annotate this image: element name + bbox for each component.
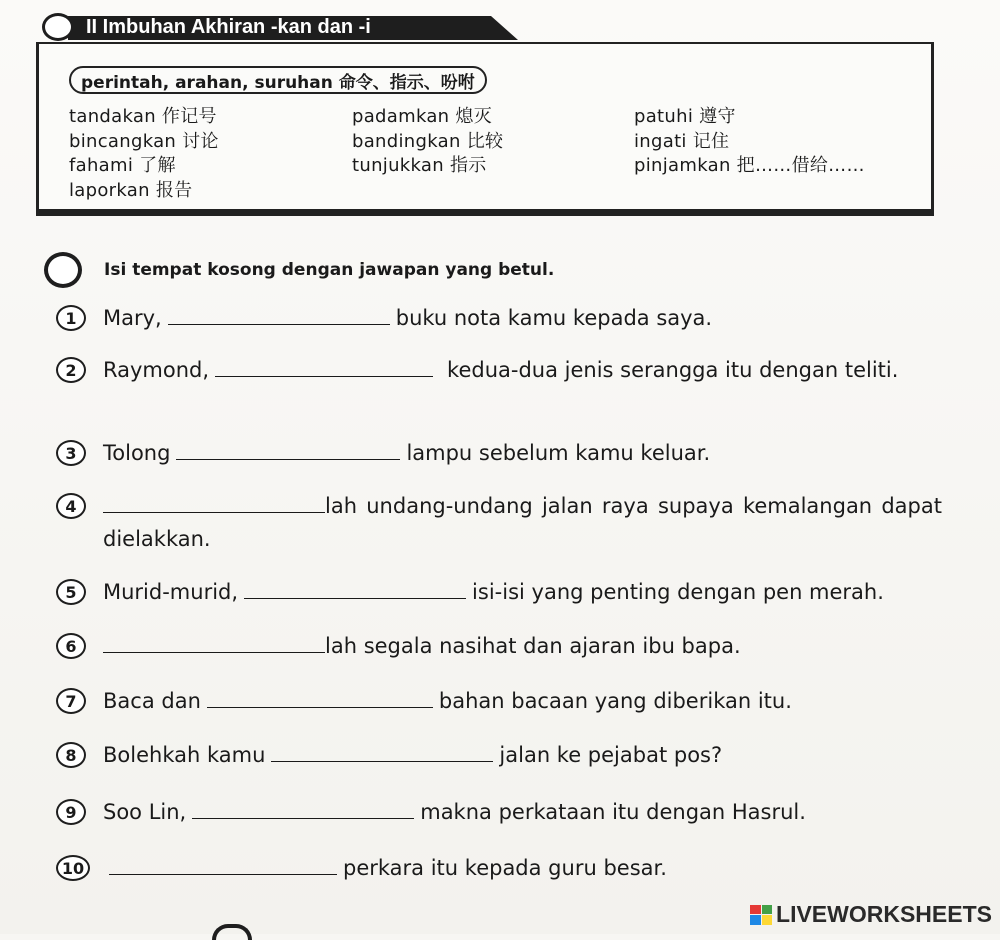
question-text	[103, 490, 942, 556]
question-text	[103, 630, 942, 663]
word-bank-item: tandakan 作记号	[69, 106, 217, 127]
word-bank-item: padamkan 熄灭	[352, 106, 493, 127]
answer-blank-4[interactable]	[103, 490, 325, 513]
question-text	[103, 739, 942, 772]
answer-blank-7[interactable]	[207, 685, 433, 708]
word-bank-heading: perintah, arahan, suruhan 命令、指示、吩咐	[69, 66, 487, 94]
question-number: 4	[56, 493, 86, 519]
logo-text: LIVEWORKSHEETS	[776, 901, 992, 927]
speech-bubble-icon	[42, 13, 74, 41]
question-suffix: isi-isi yang penting dengan pen merah.	[472, 580, 884, 604]
question-number: 8	[56, 742, 86, 768]
question-text	[103, 354, 942, 387]
liveworksheets-logo[interactable]	[750, 901, 992, 928]
answer-blank-3[interactable]	[176, 437, 400, 460]
question-9	[56, 796, 942, 829]
question-text	[103, 576, 942, 609]
instruction-text: Isi tempat kosong dengan jawapan yang betul.	[104, 260, 555, 280]
question-number: 7	[56, 688, 86, 714]
question-text	[103, 437, 942, 470]
question-suffix: perkara itu kepada guru besar.	[343, 856, 667, 880]
question-suffix: bahan bacaan yang diberikan itu.	[438, 689, 792, 713]
question-number: 1	[56, 305, 86, 331]
question-suffix: jalan ke pejabat pos?	[499, 743, 723, 767]
question-text	[103, 852, 942, 885]
question-text	[103, 302, 942, 335]
question-7	[56, 685, 942, 718]
answer-blank-2[interactable]	[215, 354, 433, 377]
section-title: II Imbuhan Akhiran -kan dan -i	[86, 16, 371, 38]
word-bank-item: pinjamkan 把……借给……	[634, 155, 865, 176]
word-bank-list	[69, 102, 929, 200]
question-number: 9	[56, 799, 86, 825]
word-bank-item: bincangkan 讨论	[69, 130, 219, 152]
question-3	[56, 437, 942, 470]
question-prefix: Soo Lin,	[103, 800, 187, 824]
question-5	[56, 576, 942, 609]
question-2	[56, 354, 942, 387]
question-text	[103, 685, 942, 718]
answer-blank-5[interactable]	[244, 576, 466, 599]
question-prefix: Tolong	[103, 441, 171, 465]
answer-blank-1[interactable]	[168, 302, 390, 325]
question-number: 10	[56, 855, 90, 881]
question-6	[56, 630, 942, 663]
instruction-circle-icon	[44, 252, 82, 288]
question-suffix: buku nota kamu kepada saya.	[395, 306, 713, 330]
question-4	[56, 490, 942, 556]
word-bank-item: laporkan 报告	[69, 179, 193, 201]
question-suffix: lah segala nasihat dan ajaran ibu bapa.	[325, 634, 741, 658]
question-prefix: Mary,	[103, 306, 162, 330]
answer-blank-6[interactable]	[103, 630, 325, 653]
word-bank-item: tunjukkan 指示	[352, 155, 487, 176]
word-bank-item: fahami 了解	[69, 155, 176, 176]
question-10	[56, 852, 942, 885]
question-1	[56, 302, 942, 335]
question-number: 3	[56, 440, 86, 466]
answer-blank-9[interactable]	[192, 796, 414, 819]
word-bank-box	[36, 42, 934, 212]
answer-blank-8[interactable]	[271, 739, 493, 762]
question-suffix: lah undang-undang jalan raya supaya kemalangan dapat dielakkan.	[103, 494, 942, 551]
question-number: 5	[56, 579, 86, 605]
question-prefix: Raymond,	[103, 358, 210, 382]
question-suffix: makna perkataan itu dengan Hasrul.	[420, 800, 806, 824]
question-prefix: Bolehkah kamu	[103, 743, 266, 767]
question-prefix: Baca dan	[103, 689, 201, 713]
word-bank-item: ingati 记住	[634, 130, 730, 152]
question-suffix: lampu sebelum kamu keluar.	[406, 441, 711, 465]
word-bank-item: bandingkan 比较	[352, 130, 504, 152]
liveworksheets-logo-icon	[750, 905, 772, 925]
question-prefix: Murid-murid,	[103, 580, 239, 604]
question-number: 6	[56, 633, 86, 659]
question-number: 2	[56, 357, 86, 383]
word-bank-item: patuhi 遵守	[634, 106, 736, 127]
question-8	[56, 739, 942, 772]
question-suffix: kedua-dua jenis serangga itu dengan teliti.	[447, 358, 899, 382]
answer-blank-10[interactable]	[109, 852, 337, 875]
question-text	[103, 796, 942, 829]
